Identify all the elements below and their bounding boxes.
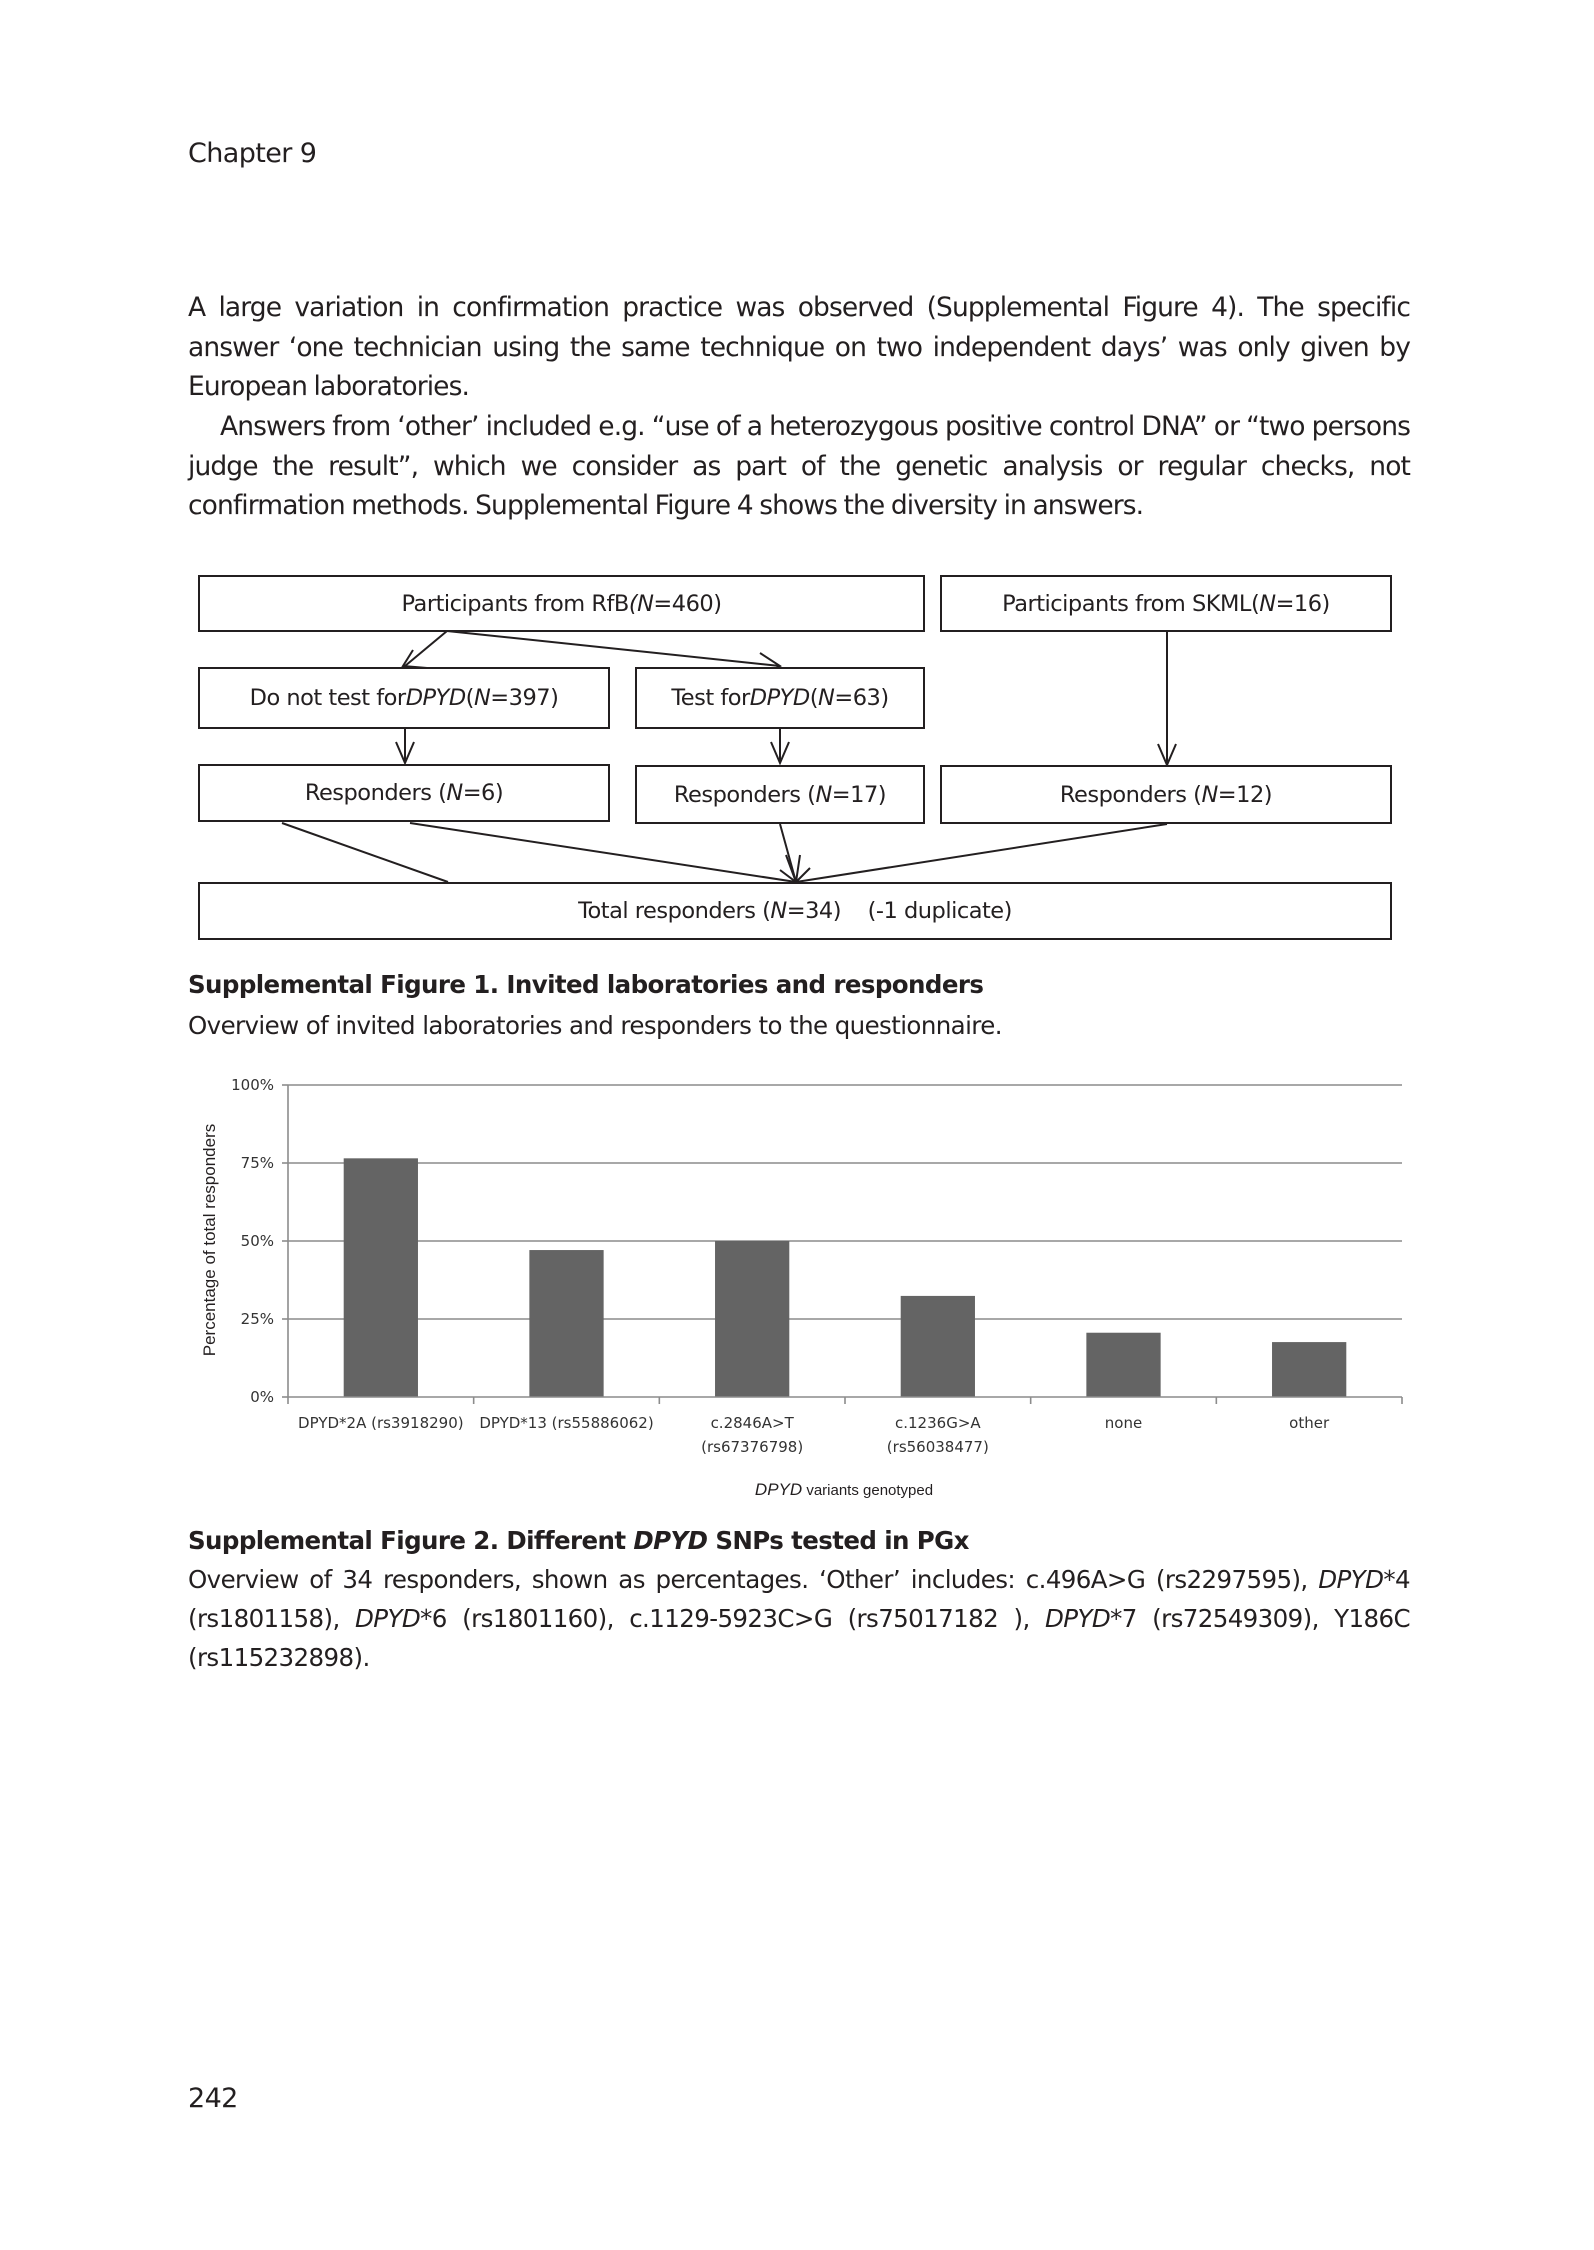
figure-1-title: Supplemental Figure 1. Invited laboratories and responders	[188, 970, 984, 999]
y-tick-label: 25%	[240, 1310, 274, 1328]
bar	[901, 1296, 975, 1397]
y-axis-title: Percentage of total responders	[200, 1123, 219, 1357]
caption-fragment: *7 (rs72549309), Y186C (rs115232898).	[188, 1604, 1410, 1672]
x-axis-title: DPYD variants genotyped	[754, 1480, 934, 1499]
x-category-label: c.2846A>T	[710, 1414, 794, 1432]
page-number: 242	[188, 2083, 238, 2114]
x-category-label: none	[1104, 1414, 1143, 1432]
box-test: Test for DPYD ( N =63)	[635, 667, 925, 729]
bar	[344, 1158, 418, 1397]
y-tick-label: 75%	[240, 1154, 274, 1172]
y-tick-label: 0%	[250, 1388, 274, 1406]
figure-1-caption: Overview of invited laboratories and responders to the questionnaire.	[188, 1011, 1002, 1040]
caption-fragment: DPYD	[355, 1604, 421, 1633]
box-participants-rfb: Participants from RfB (N =460)	[198, 575, 925, 632]
y-tick-label: 50%	[240, 1232, 274, 1250]
x-category-label: DPYD*13 (rs55886062)	[479, 1414, 654, 1432]
x-category-label: DPYD*2A (rs3918290)	[298, 1414, 464, 1432]
box-responders-no-test: Responders ( N =6)	[198, 764, 610, 822]
x-category-label: (rs67376798)	[701, 1438, 804, 1456]
body-paragraph: A large variation in confirmation practice was observed (Supplemental Figure 4). The specific answer ‘one technician using the same technique on two independent days’ was only given by European laboratories.	[188, 292, 1410, 402]
bar	[529, 1250, 603, 1397]
box-do-not-test: Do not test for DPYD ( N =397)	[198, 667, 610, 729]
bar	[1086, 1333, 1160, 1397]
caption-fragment: *4 (rs1801158),	[188, 1565, 1410, 1633]
x-category-label: other	[1289, 1414, 1330, 1432]
box-responders-skml: Responders ( N =12)	[940, 765, 1392, 824]
body-paragraph: Answers from ‘other’ included e.g. “use of a heterozygous positive control DNA” or “two persons judge the result”, which we consider as part of the genetic analysis or regular checks, not confirmation methods. Supplemental Figure 4 shows the diversity in answers.	[188, 411, 1410, 521]
y-tick-label: 100%	[231, 1076, 274, 1094]
caption-fragment: *6 (rs1801160), c.1129-5923C>G (rs75017182 ),	[420, 1604, 1046, 1633]
x-category-label: (rs56038477)	[886, 1438, 989, 1456]
box-responders-test: Responders ( N =17)	[635, 765, 925, 824]
caption-fragment: DPYD	[1045, 1604, 1111, 1633]
running-head: Chapter 9	[188, 138, 317, 169]
figure-2-title: Supplemental Figure 2. Different DPYD SNPs tested in PGx	[188, 1526, 969, 1555]
caption-fragment: DPYD	[1318, 1565, 1384, 1594]
box-total-responders: Total responders ( N =34) (-1 duplicate)	[198, 882, 1392, 940]
x-category-label: c.1236G>A	[895, 1414, 981, 1432]
figure-2-caption	[188, 1560, 1410, 1677]
bar	[715, 1241, 789, 1397]
caption-fragment: Overview of 34 responders, shown as percentages. ‘Other’ includes: c.496A>G (rs2297595),	[188, 1565, 1319, 1594]
box-participants-skml: Participants from SKML( N =16)	[940, 575, 1392, 632]
bar	[1272, 1342, 1346, 1397]
